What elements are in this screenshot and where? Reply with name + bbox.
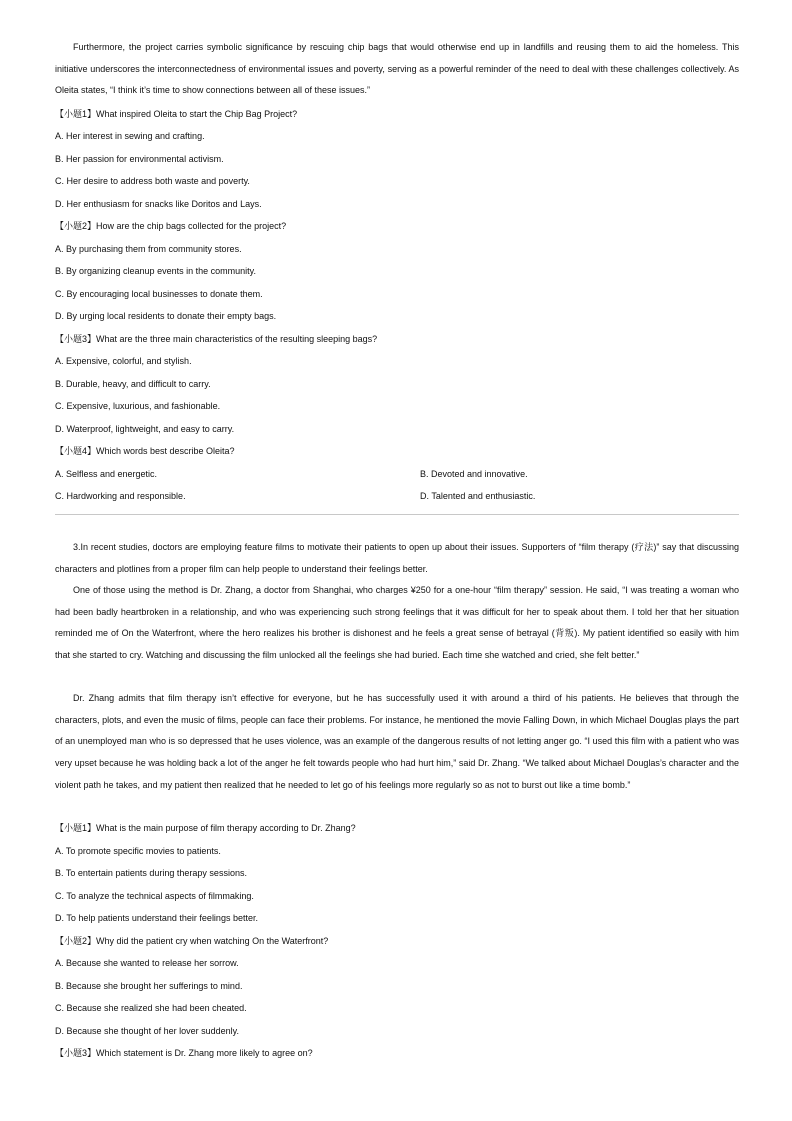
option-b: B. Her passion for environmental activism. (55, 154, 224, 164)
question-stem: 【小题4】Which words best describe Oleita? (55, 446, 235, 456)
option-b: B. Devoted and innovative. (420, 469, 528, 479)
option-c: C. To analyze the technical aspects of filmmaking. (55, 891, 254, 901)
option-a: A. Expensive, colorful, and stylish. (55, 356, 192, 366)
option-c: C. Her desire to address both waste and poverty. (55, 176, 250, 186)
question-stem: 【小题1】What is the main purpose of film therapy according to Dr. Zhang? (55, 823, 356, 833)
question-stem: 【小题3】What are the three main characteristics of the resulting sleeping bags? (55, 334, 378, 344)
question-stem: 【小题3】Which statement is Dr. Zhang more likely to agree on? (55, 1048, 313, 1058)
option-b: B. Because she brought her sufferings to mind. (55, 981, 243, 991)
option-b: B. Durable, heavy, and difficult to carry. (55, 379, 211, 389)
section-divider (55, 514, 739, 515)
option-d: D. By urging local residents to donate their empty bags. (55, 311, 277, 321)
option-b: B. By organizing cleanup events in the community. (55, 266, 256, 276)
question-stem: 【小题2】How are the chip bags collected for the project? (55, 221, 287, 231)
option-d: D. To help patients understand their feelings better. (55, 913, 258, 923)
option-d: D. Because she thought of her lover suddenly. (55, 1026, 239, 1036)
option-d: D. Her enthusiasm for snacks like Doritos and Lays. (55, 199, 262, 209)
question-stem: 【小题2】Why did the patient cry when watching On the Waterfront? (55, 936, 329, 946)
option-b: B. To entertain patients during therapy sessions. (55, 868, 247, 878)
option-c: C. Expensive, luxurious, and fashionable. (55, 401, 221, 411)
question-stem: 【小题1】What inspired Oleita to start the Chip Bag Project? (55, 109, 298, 119)
option-a: A. By purchasing them from community stores. (55, 244, 242, 254)
passage3-paragraph-2: One of those using the method is Dr. Zhang, a doctor from Shanghai, who charges ¥250 for a one-hour “film therapy” session. He said, “I was treating a woman who had been badly heartbroken in a relationship, and who was experiencing such strong feelings that it was difficult for her to speak about them. I told her that her situation reminded me of On the Waterfront, where the hero realizes his brother is dishonest and he feels a great sense of betrayal (背叛). My patient identified so easily with him that she started to cry. Watching and discussing the film unlocked all the feelings she had buried. Each time she watched and cried, she felt better.” (55, 585, 739, 661)
option-c: C. Because she realized she had been cheated. (55, 1003, 247, 1013)
option-a: A. Her interest in sewing and crafting. (55, 131, 205, 141)
option-c: C. Hardworking and responsible. (55, 491, 186, 501)
passage3-paragraph-3: Dr. Zhang admits that film therapy isn’t effective for everyone, but he has successfully used it with around a third of his patients. He believes that through the characters, plots, and even the music of films, people can face their problems. For instance, he mentioned the movie Falling Down, in which Michael Douglas plays the part of an unemployed man who is so depressed that he uses violence, was an example of the dangerous results of not letting anger go. “I used this film with a patient who was very upset because he was holding back a lot of the anger he felt towards people who had hurt him,” said Dr. Zhang. “We talked about Michael Douglas’s character and the violent path he takes, and my patient then realized that he needed to let go of his feelings more regularly so as not to burst out like a time bomb.” (55, 693, 739, 790)
passage2-paragraph: Furthermore, the project carries symbolic significance by rescuing chip bags that would otherwise end up in landfills and reusing them to aid the homeless. This initiative underscores the interconnectedness of environmental issues and poverty, serving as a powerful reminder of the need to deal with these challenges collectively. As Oleita states, “I think it’s time to show connections between all of these issues.” (55, 42, 739, 96)
passage3-paragraph-1: 3.In recent studies, doctors are employing feature films to motivate their patients to open up about their issues. Supporters of “film therapy (疗法)” say that discussing characters and plotlines from a proper film can help people to understand their feelings better. (55, 542, 739, 574)
option-d: D. Talented and enthusiastic. (420, 491, 536, 501)
option-c: C. By encouraging local businesses to donate them. (55, 289, 263, 299)
option-d: D. Waterproof, lightweight, and easy to carry. (55, 424, 235, 434)
option-a: A. Selfless and energetic. (55, 469, 158, 479)
option-a: A. To promote specific movies to patients. (55, 846, 221, 856)
option-a: A. Because she wanted to release her sorrow. (55, 958, 239, 968)
